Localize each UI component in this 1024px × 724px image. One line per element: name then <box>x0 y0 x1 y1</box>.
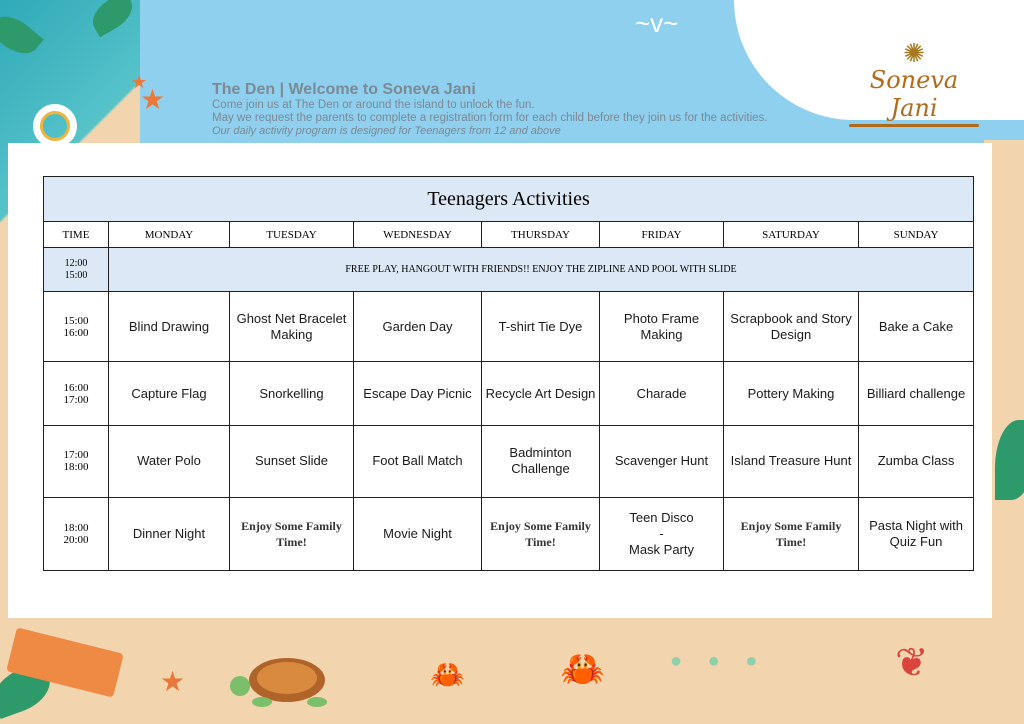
starfish-icon: ★ <box>140 84 166 115</box>
turtle-icon <box>222 648 342 708</box>
activity-cell: Capture Flag <box>109 362 230 425</box>
activity-cell: Recycle Art Design <box>482 362 600 425</box>
activity-cell: Ghost Net Bracelet Making <box>230 292 354 362</box>
activity-cell: Water Polo <box>109 425 230 497</box>
activity-line: Mask Party <box>628 541 694 557</box>
activity-cell: Foot Ball Match <box>354 425 482 497</box>
table-row <box>44 248 974 292</box>
time-start: 17:00 <box>63 449 89 462</box>
column-header-friday: FRIDAY <box>600 222 724 248</box>
time-start: 16:00 <box>63 381 89 394</box>
time-slot-cell <box>44 497 109 570</box>
logo-text: Soneva Jani <box>869 66 959 122</box>
schedule-title: Teenagers Activities <box>44 177 974 222</box>
activity-cell: Snorkelling <box>230 362 354 425</box>
column-header-wednesday: WEDNESDAY <box>354 222 482 248</box>
table-row <box>44 497 974 570</box>
activity-cell: Island Treasure Hunt <box>724 425 859 497</box>
activity-cell: Zumba Class <box>859 425 974 497</box>
activity-cell: Sunset Slide <box>230 425 354 497</box>
time-slot-cell <box>44 362 109 425</box>
life-ring-icon <box>33 104 77 148</box>
activity-cell: Enjoy Some Family Time! <box>230 497 354 570</box>
table-row <box>44 292 974 362</box>
activity-cell: T-shirt Tie Dye <box>482 292 600 362</box>
intro-block <box>212 81 767 138</box>
intro-line-2: May we request the parents to complete a registration form for each child before they join us for the activities. <box>212 112 768 124</box>
time-start: 15:00 <box>63 314 89 327</box>
activity-cell <box>600 497 724 570</box>
time-slot-cell <box>44 425 109 497</box>
footprints-icon: ● ● ● <box>670 650 768 672</box>
time-end: 17:00 <box>63 393 89 406</box>
time-slot-cell <box>44 248 109 292</box>
activity-cell: Scavenger Hunt <box>600 425 724 497</box>
time-start: 12:00 <box>64 257 88 269</box>
intro-line-1: Come join us at The Den or around the island to unlock the fun. <box>212 99 535 111</box>
activity-schedule-table <box>43 176 974 571</box>
table-row <box>44 425 974 497</box>
column-header-time: TIME <box>44 222 109 248</box>
column-header-saturday: SATURDAY <box>724 222 859 248</box>
time-end: 15:00 <box>64 269 88 281</box>
crab-icon: 🦀 <box>430 659 465 690</box>
activity-cell: Garden Day <box>354 292 482 362</box>
soneva-jani-logo <box>844 40 984 127</box>
column-header-sunday: SUNDAY <box>859 222 974 248</box>
free-play-cell: FREE PLAY, HANGOUT WITH FRIENDS!! ENJOY THE ZIPLINE AND POOL WITH SLIDE <box>109 248 974 292</box>
activity-cell: Pasta Night with Quiz Fun <box>859 497 974 570</box>
activity-cell: Movie Night <box>354 497 482 570</box>
activity-cell: Photo Frame Making <box>600 292 724 362</box>
table-row <box>44 362 974 425</box>
sun-icon: ✺ <box>903 38 925 68</box>
time-end: 18:00 <box>63 461 89 474</box>
activity-cell: Enjoy Some Family Time! <box>724 497 859 570</box>
time-slot-cell <box>44 292 109 362</box>
beach-illustration <box>0 615 1024 724</box>
activity-cell: Blind Drawing <box>109 292 230 362</box>
activity-cell: Escape Day Picnic <box>354 362 482 425</box>
column-header-tuesday: TUESDAY <box>230 222 354 248</box>
activity-cell: Badminton Challenge <box>482 425 600 497</box>
intro-note: Our daily activity program is designed for Teenagers from 12 and above <box>212 125 561 137</box>
activity-cell: Scrapbook and Story Design <box>724 292 859 362</box>
crab-icon: 🦀 <box>560 648 605 689</box>
activity-cell: Pottery Making <box>724 362 859 425</box>
activity-cell: Dinner Night <box>109 497 230 570</box>
starfish-icon: ★ <box>160 666 186 697</box>
seagull-icon: ~v~ <box>635 8 679 38</box>
column-header-thursday: THURSDAY <box>482 222 600 248</box>
logo-underline <box>849 124 979 127</box>
activity-cell: Billiard challenge <box>859 362 974 425</box>
activity-line: Teen Disco <box>629 509 694 525</box>
activity-cell: Bake a Cake <box>859 292 974 362</box>
time-end: 16:00 <box>63 326 89 339</box>
starfish-icon: ★ <box>131 72 148 92</box>
column-header-monday: MONDAY <box>109 222 230 248</box>
time-start: 18:00 <box>63 521 89 534</box>
time-end: 20:00 <box>63 533 89 546</box>
activity-cell: Enjoy Some Family Time! <box>482 497 600 570</box>
activity-line: - <box>659 525 664 541</box>
page-title: The Den | Welcome to Soneva Jani <box>212 81 476 98</box>
activity-cell: Charade <box>600 362 724 425</box>
coral-icon: ❦ <box>895 641 929 685</box>
